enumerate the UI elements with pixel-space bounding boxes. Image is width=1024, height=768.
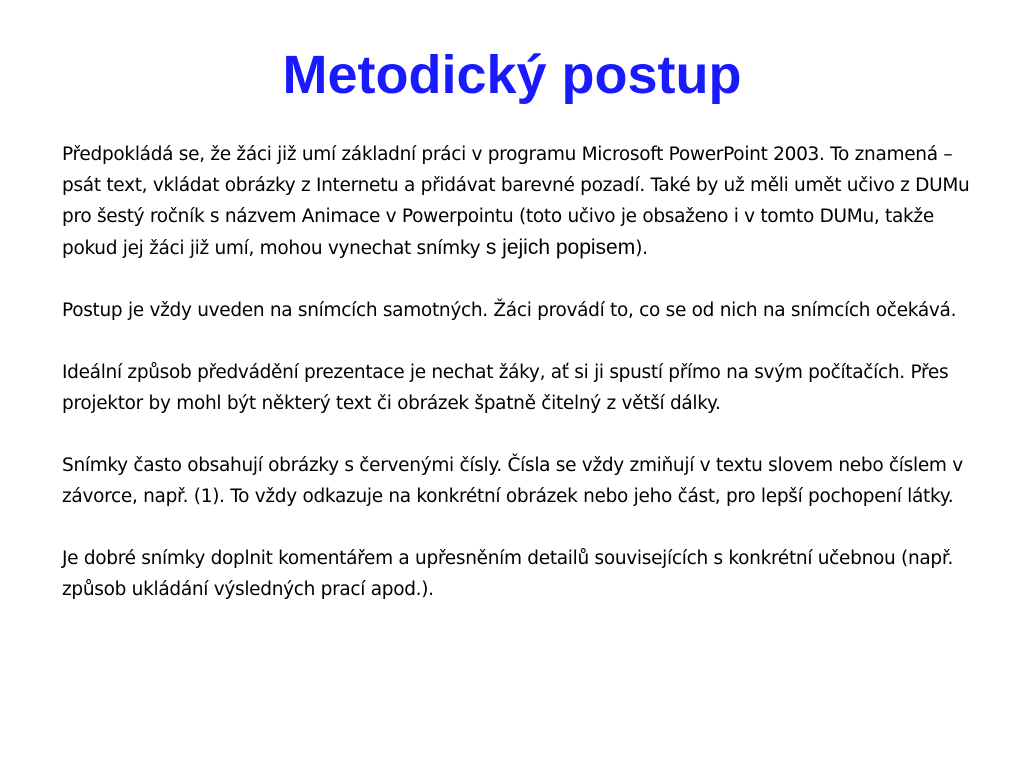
paragraph-prerequisites-text: Předpokládá se, že žáci již umí základní práci v programu Microsoft PowerPoint 2003. To znamená – psát text, vkládat obrázky z Internetu a přidávat barevné pozadí. Také by už měli umět učivo z DUMu pro šestý ročník s názvem Animace v Powerpointu (toto učivo je obsaženo i v tomto DUMu, takže pokud jej žáci již umí, mohou vynechat snímky xyxy=(62,144,970,259)
paragraph-presentation-method: Ideální způsob předvádění prezentace je nechat žáky, ať si ji spustí přímo na svým počítačích. Přes projektor by mohl být některý text či obrázek špatně čitelný z větší dálky. xyxy=(62,362,949,414)
paragraph-prerequisites xyxy=(62,139,972,264)
paragraph-red-numbers: Snímky často obsahují obrázky s červenými čísly. Čísla se vždy zmiňují v textu slovem nebo číslem v závorce, např. (1). To vždy odkazuje na konkrétní obrázek nebo jeho část, pro lepší pochopení látky. xyxy=(62,455,963,507)
paragraph-comments: Je dobré snímky doplnit komentářem a upřesněním detailů souvisejících s konkrétní učebnou (např. způsob ukládání výsledných prací apod.). xyxy=(62,548,954,600)
paragraph-procedure: Postup je vždy uveden na snímcích samotných. Žáci provádí to, co se od nich na snímcích očekává. xyxy=(62,300,957,321)
slide-body xyxy=(62,139,972,636)
paragraph-prerequisites-note: s jejich popisem xyxy=(485,236,636,259)
paragraph-prerequisites-tail: ). xyxy=(635,238,648,259)
slide-title: Metodický postup xyxy=(282,45,742,105)
